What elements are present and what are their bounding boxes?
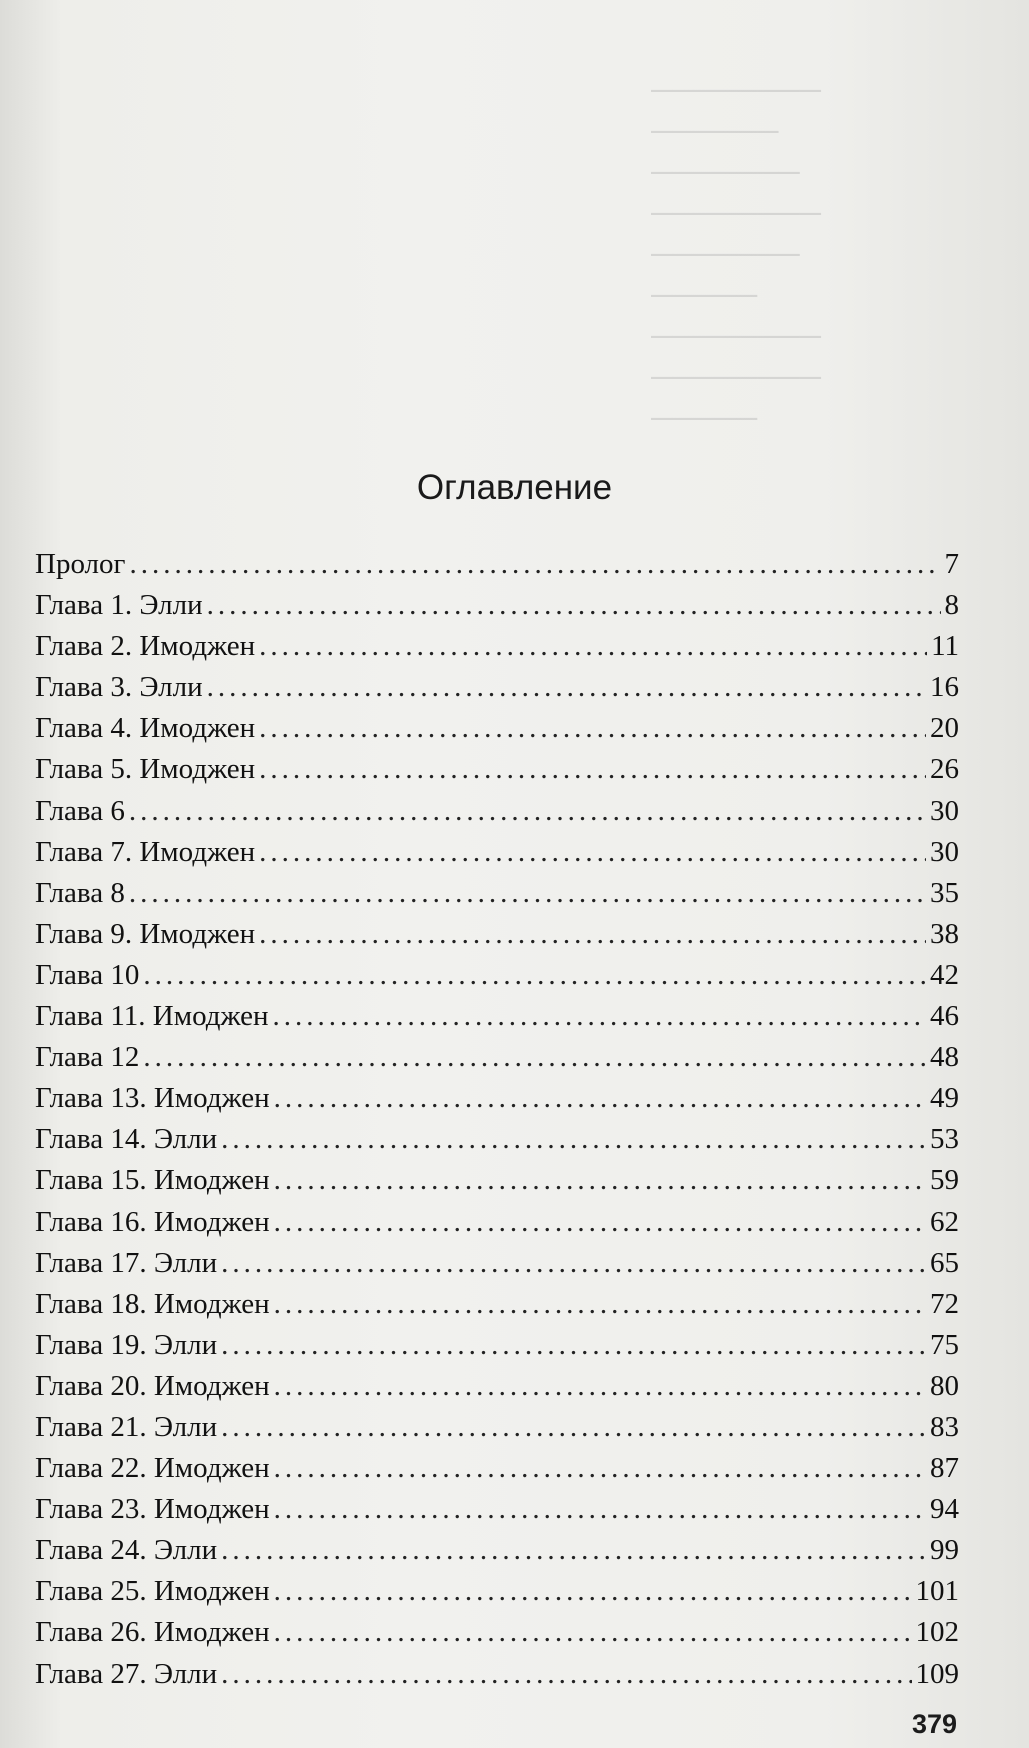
toc-entry-page: 59 (930, 1164, 959, 1197)
toc-entry-label: Глава 22. Имоджен (35, 1452, 270, 1485)
toc-entry-page: 72 (930, 1287, 959, 1320)
dot-leader (221, 1530, 926, 1571)
toc-entry-page: 109 (915, 1657, 959, 1690)
dot-leader (259, 708, 926, 749)
toc-entry-label: Глава 24. Элли (35, 1534, 218, 1567)
toc-entry-label: Пролог (35, 548, 126, 580)
toc-entry (35, 1119, 959, 1160)
dot-leader (274, 1571, 912, 1612)
toc-entry (35, 791, 959, 832)
toc-entry (35, 708, 959, 749)
toc-entry-label: Глава 10 (35, 958, 140, 991)
toc-entry-label: Глава 23. Имоджен (35, 1493, 270, 1526)
dot-leader (274, 1448, 926, 1489)
toc-entry (35, 832, 959, 873)
dot-leader (129, 873, 926, 914)
toc-entry (35, 955, 959, 996)
dot-leader (274, 1202, 926, 1243)
toc-entry-label: Глава 7. Имоджен (35, 835, 256, 868)
toc-entry-label: Глава 26. Имоджен (35, 1616, 270, 1649)
dot-leader (274, 1284, 926, 1325)
toc-entry (35, 585, 959, 626)
toc-entry-page: 35 (930, 876, 959, 909)
toc-entry-label: Глава 11. Имоджен (35, 1000, 269, 1033)
dot-leader (274, 1078, 926, 1119)
toc-entry-label: Глава 20. Имоджен (35, 1369, 270, 1402)
toc-entry (35, 1448, 959, 1489)
toc-entry-page: 46 (930, 1000, 959, 1033)
toc-entry (35, 749, 959, 790)
dot-leader (274, 1160, 926, 1201)
toc-entry-label: Глава 16. Имоджен (35, 1205, 270, 1238)
toc-entry (35, 996, 959, 1037)
toc-entry (35, 1571, 959, 1612)
dot-leader (259, 832, 926, 873)
toc-entry (35, 873, 959, 914)
toc-entry-page: 62 (930, 1205, 959, 1238)
dot-leader (259, 626, 927, 667)
table-of-contents (35, 544, 959, 1695)
dot-leader (221, 1654, 911, 1695)
toc-entry-label: Глава 2. Имоджен (35, 630, 256, 663)
toc-entry-page: 65 (930, 1246, 959, 1279)
toc-title: Оглавление (416, 468, 613, 507)
dot-leader (143, 1037, 926, 1078)
toc-entry-page: 11 (931, 630, 959, 663)
toc-entry-label: Глава 6 (35, 794, 125, 827)
toc-entry-label: Глава 12 (35, 1041, 140, 1074)
toc-entry-page: 53 (930, 1123, 959, 1156)
toc-entry-label: Глава 25. Имоджен (35, 1575, 270, 1608)
dot-leader (259, 749, 926, 790)
toc-entry (35, 1243, 959, 1284)
toc-entry-label: Глава 3. Элли (35, 671, 203, 704)
dot-leader (207, 585, 941, 626)
toc-entry-label: Глава 27. Элли (35, 1657, 218, 1690)
dot-leader (274, 1489, 926, 1530)
toc-entry-label: Глава 21. Элли (35, 1410, 218, 1443)
toc-entry-page: 94 (930, 1493, 959, 1526)
toc-entry (35, 667, 959, 708)
toc-entry-page: 8 (944, 589, 959, 622)
toc-entry (35, 626, 959, 667)
toc-entry (35, 1160, 959, 1201)
toc-entry (35, 1612, 959, 1653)
dot-leader (129, 544, 940, 585)
toc-entry-label: Глава 13. Имоджен (35, 1082, 270, 1115)
toc-entry-page: 30 (930, 794, 959, 827)
toc-entry (35, 1654, 959, 1695)
toc-entry-label: Глава 8 (35, 876, 125, 909)
toc-entry-label: Глава 17. Элли (35, 1246, 218, 1279)
toc-entry-label: Глава 18. Имоджен (35, 1287, 270, 1320)
toc-entry-page: 101 (915, 1575, 959, 1608)
toc-entry-label: Глава 14. Элли (35, 1123, 218, 1156)
toc-entry-page: 16 (930, 671, 959, 704)
dot-leader (221, 1119, 926, 1160)
toc-entry (35, 1489, 959, 1530)
toc-entry-label: Глава 9. Имоджен (35, 917, 256, 950)
toc-entry-label: Глава 15. Имоджен (35, 1164, 270, 1197)
toc-entry-page: 49 (930, 1082, 959, 1115)
toc-entry-page: 87 (930, 1452, 959, 1485)
toc-entry-page: 83 (930, 1410, 959, 1443)
toc-entry (35, 544, 959, 585)
bleed-through-text: ──────── ────── ─────── ──────── ─────── ───── ──────── ──────── ───── (651, 74, 822, 435)
toc-entry-label: Глава 5. Имоджен (35, 753, 256, 786)
toc-entry (35, 1366, 959, 1407)
dot-leader (259, 914, 926, 955)
toc-entry-page: 30 (930, 835, 959, 868)
dot-leader (221, 1325, 926, 1366)
toc-entry-page: 80 (930, 1369, 959, 1402)
toc-entry-label: Глава 19. Элли (35, 1328, 218, 1361)
dot-leader (129, 791, 926, 832)
dot-leader (274, 1366, 926, 1407)
toc-entry-page: 38 (930, 917, 959, 950)
dot-leader (207, 667, 926, 708)
dot-leader (273, 996, 926, 1037)
toc-entry-label: Глава 4. Имоджен (35, 712, 256, 745)
dot-leader (143, 955, 926, 996)
toc-entry-page: 48 (930, 1041, 959, 1074)
toc-entry-page: 42 (930, 958, 959, 991)
dot-leader (274, 1612, 912, 1653)
toc-entry (35, 1407, 959, 1448)
toc-entry-page: 102 (915, 1616, 959, 1649)
toc-entry-page: 99 (930, 1534, 959, 1567)
toc-entry (35, 914, 959, 955)
dot-leader (221, 1407, 926, 1448)
toc-entry (35, 1037, 959, 1078)
toc-entry-page: 75 (930, 1328, 959, 1361)
toc-entry-page: 7 (944, 548, 959, 580)
toc-entry (35, 1202, 959, 1243)
toc-entry (35, 1284, 959, 1325)
dot-leader (221, 1243, 926, 1284)
page-number: 379 (911, 1709, 957, 1739)
toc-entry-page: 20 (930, 712, 959, 745)
toc-entry (35, 1530, 959, 1571)
toc-entry-label: Глава 1. Элли (35, 589, 203, 622)
toc-entry-page: 26 (930, 753, 959, 786)
toc-entry (35, 1078, 959, 1119)
toc-entry (35, 1325, 959, 1366)
